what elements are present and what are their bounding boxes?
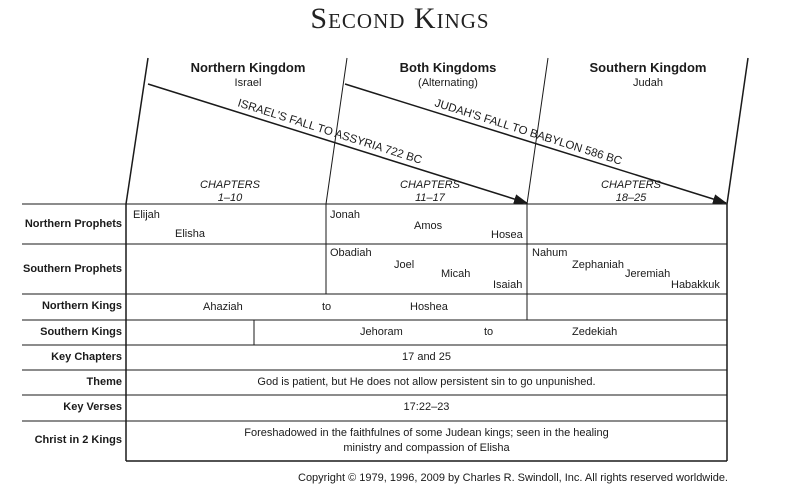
prophet-habakkuk: Habakkuk xyxy=(671,279,720,291)
chapters-3-range: 18–25 xyxy=(615,192,647,204)
chapters-1-range: 1–10 xyxy=(217,192,243,204)
col-heading-northern: Northern Kingdom xyxy=(190,60,306,75)
row-label-southern-kings: Southern Kings xyxy=(40,326,122,338)
chapters-3 xyxy=(531,179,731,205)
page-title: Second Kings xyxy=(310,2,490,35)
prophet-isaiah: Isaiah xyxy=(493,279,523,291)
prophet-hosea: Hosea xyxy=(491,229,523,241)
chapters-2 xyxy=(330,179,530,205)
prophet-elijah: Elijah xyxy=(133,209,160,221)
prophet-zephaniah: Zephaniah xyxy=(572,259,624,271)
prophet-obadiah: Obadiah xyxy=(330,247,372,259)
prophet-jonah: Jonah xyxy=(330,209,360,221)
prophet-amos: Amos xyxy=(414,220,443,232)
prophet-micah: Micah xyxy=(441,268,471,280)
king-ahaziah: Ahaziah xyxy=(203,301,243,313)
prophet-elisha: Elisha xyxy=(175,228,205,240)
kings-to-north: to xyxy=(322,301,332,313)
chapters-1-label: CHAPTERS xyxy=(200,179,260,191)
col-sub-both: (Alternating) xyxy=(418,77,478,89)
col-sub-southern: Judah xyxy=(633,77,663,89)
row-label-northern-prophets: Northern Prophets xyxy=(24,218,122,230)
king-hoshea: Hoshea xyxy=(410,301,448,313)
arrow-label-israel: ISRAEL'S FALL TO ASSYRIA 722 BC xyxy=(236,97,424,167)
kings-to-south: to xyxy=(484,326,494,338)
christ-line-1: Foreshadowed in the faithfulnes of some Judean kings; seen in the healing xyxy=(244,427,609,439)
row-label-key-chapters: Key Chapters xyxy=(51,351,122,363)
row-label-northern-kings: Northern Kings xyxy=(41,300,122,312)
king-zedekiah: Zedekiah xyxy=(572,326,618,338)
chapters-3-label: CHAPTERS xyxy=(601,179,661,191)
row-label-southern-prophets: Southern Prophets xyxy=(22,263,122,275)
col-heading-both: Both Kingdoms xyxy=(399,60,497,75)
chapters-2-label: CHAPTERS xyxy=(400,179,460,191)
prophet-nahum: Nahum xyxy=(532,247,568,259)
copyright: Copyright © 1979, 1996, 2009 by Charles R. Swindoll, Inc. All rights reserved worldwide. xyxy=(298,472,728,484)
chapters-1 xyxy=(130,179,330,205)
key-chapters-value: 17 and 25 xyxy=(402,351,451,363)
theme-value: God is patient, but He does not allow persistent sin to go unpunished. xyxy=(257,376,596,388)
prophet-jeremiah: Jeremiah xyxy=(625,268,671,280)
row-label-key-verses: Key Verses xyxy=(63,401,122,413)
row-label-theme: Theme xyxy=(86,376,122,388)
chapters-2-range: 11–17 xyxy=(415,192,445,204)
row-label-christ: Christ in 2 Kings xyxy=(34,434,122,446)
arrow-label-judah: JUDAH'S FALL TO BABYLON 586 BC xyxy=(433,97,624,168)
col-heading-southern: Southern Kingdom xyxy=(589,60,707,75)
col-sub-northern: Israel xyxy=(234,77,262,89)
key-verses-value: 17:22–23 xyxy=(403,401,450,413)
king-jehoram: Jehoram xyxy=(360,326,403,338)
prophet-joel: Joel xyxy=(394,259,415,271)
christ-line-2: ministry and compassion of Elisha xyxy=(343,442,510,454)
